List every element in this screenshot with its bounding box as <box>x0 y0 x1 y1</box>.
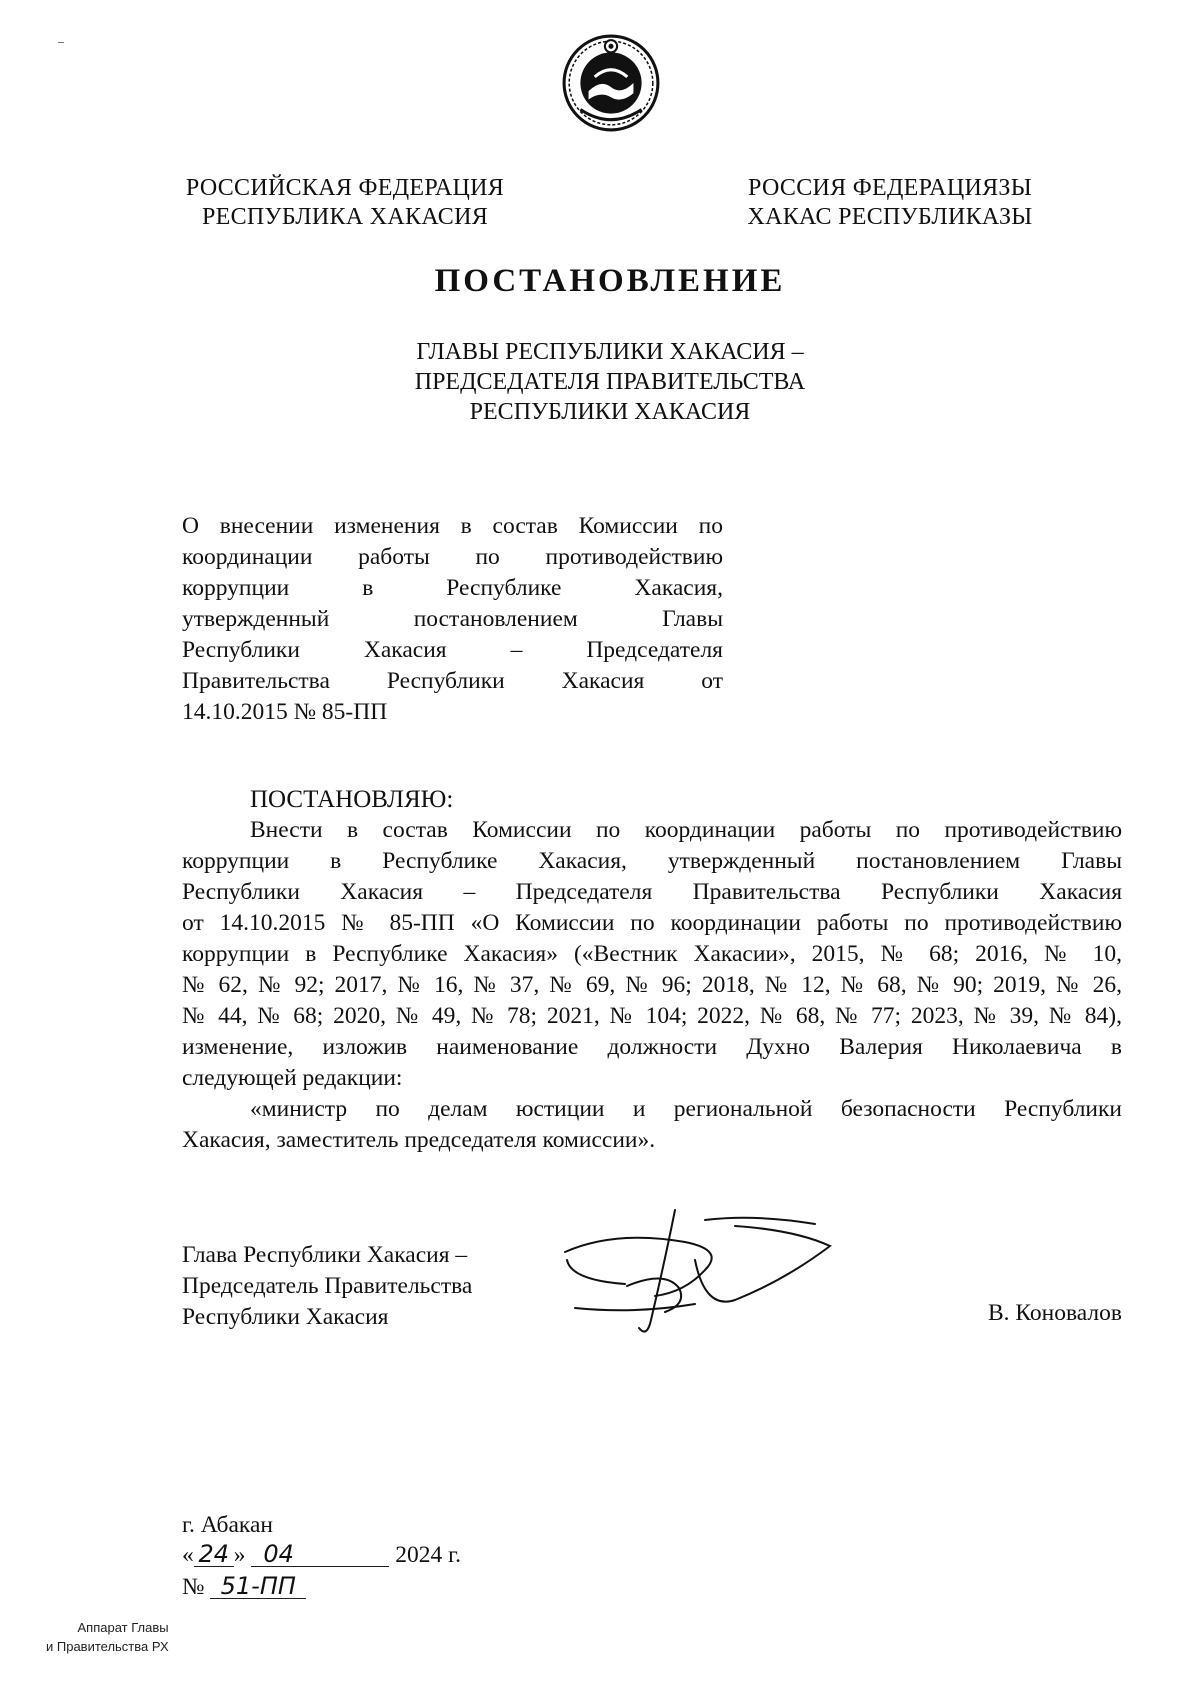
subject-line: коррупции в Республике Хакасия, <box>182 575 723 601</box>
header-left-russian <box>175 174 515 232</box>
subject-line: Республики Хакасия – Председателя <box>182 637 723 663</box>
body-line: следующей редакции: <box>182 1065 403 1091</box>
resolve-heading: ПОСТАНОВЛЯЮ: <box>250 786 454 813</box>
issuer-line-2: ПРЕДСЕДАТЕЛЯ ПРАВИТЕЛЬСТВА <box>414 369 806 395</box>
date-line <box>182 1542 461 1574</box>
date-day-handwritten: 24 <box>194 1542 234 1567</box>
stamp-line-1: Аппарат Главы <box>77 1620 169 1635</box>
header-left-line-2: РЕСПУБЛИКА ХАКАСИЯ <box>201 204 489 230</box>
body-line: Внести в состав Комиссии по координации работы по противодействию <box>250 817 1122 843</box>
date-close-quote: » <box>233 1542 246 1568</box>
document-number-line <box>182 1574 306 1601</box>
body-paragraphs <box>182 815 1122 1156</box>
header-right-khakas <box>720 174 1060 232</box>
subject-line: О внесении изменения в состав Комиссии по <box>182 513 723 539</box>
issuer-line-3: РЕСПУБЛИКИ ХАКАСИЯ <box>469 399 751 425</box>
body-line: «министр по делам юстиции и региональной безопасности Республики <box>250 1096 1122 1122</box>
place-of-issue: г. Абакан <box>182 1512 273 1538</box>
coat-of-arms-emblem <box>560 32 662 134</box>
header-right-line-2: ХАКАС РЕСПУБЛИКАЗЫ <box>747 204 1033 230</box>
issuer-block <box>300 337 920 427</box>
body-line: изменение, изложив наименование должности Духно Валерия Николаевича в <box>182 1034 1122 1060</box>
body-line: коррупции в Республике Хакасия» («Вестник Хакасии», 2015, № 68; 2016, № 10, <box>182 941 1122 967</box>
office-stamp <box>46 1618 169 1656</box>
signer-title-line: Председатель Правительства <box>182 1273 473 1299</box>
number-sign: № <box>182 1574 205 1600</box>
body-line: № 44, № 68; 2020, № 49, № 78; 2021, № 104; 2022, № 68, № 77; 2023, № 39, № 84), <box>182 1003 1122 1029</box>
handwritten-signature <box>555 1200 855 1340</box>
document-number-handwritten: 51-ПП <box>210 1574 306 1599</box>
signer-title <box>182 1240 472 1333</box>
signer-title-line: Республики Хакасия <box>182 1304 389 1330</box>
signer-name: В. Коновалов <box>987 1300 1122 1326</box>
body-line: № 62, № 92; 2017, № 16, № 37, № 69, № 96; 2018, № 12, № 68, № 90; 2019, № 26, <box>182 972 1122 998</box>
subject-block <box>182 511 723 728</box>
subject-line: координации работы по противодействию <box>182 544 723 570</box>
subject-line: Правительства Республики Хакасия от <box>182 668 723 694</box>
body-line: от 14.10.2015 № 85-ПП «О Комиссии по координации работы по противодействию <box>182 910 1122 936</box>
header-right-line-1: РОССИЯ ФЕДЕРАЦИЯЗЫ <box>748 175 1032 201</box>
body-line: Республики Хакасия – Председателя Правительства Республики Хакасия <box>182 879 1122 905</box>
date-month-handwritten: 04 <box>251 1542 389 1567</box>
signer-title-line: Глава Республики Хакасия – <box>182 1242 468 1268</box>
date-year: 2024 г. <box>395 1542 461 1568</box>
body-line: коррупции в Республике Хакасия, утвержденный постановлением Главы <box>182 848 1122 874</box>
date-open-quote: « <box>182 1542 194 1568</box>
scan-edge-mark <box>58 42 64 43</box>
stamp-line-2: и Правительства РХ <box>46 1639 169 1654</box>
subject-line: 14.10.2015 № 85-ПП <box>182 699 388 725</box>
subject-line: утвержденный постановлением Главы <box>182 606 723 632</box>
body-line: Хакасия, заместитель председателя комиссии». <box>182 1127 656 1153</box>
issuer-line-1: ГЛАВЫ РЕСПУБЛИКИ ХАКАСИЯ – <box>416 339 804 365</box>
header-left-line-1: РОССИЙСКАЯ ФЕДЕРАЦИЯ <box>185 175 505 201</box>
document-type-title: ПОСТАНОВЛЕНИЕ <box>434 263 786 299</box>
